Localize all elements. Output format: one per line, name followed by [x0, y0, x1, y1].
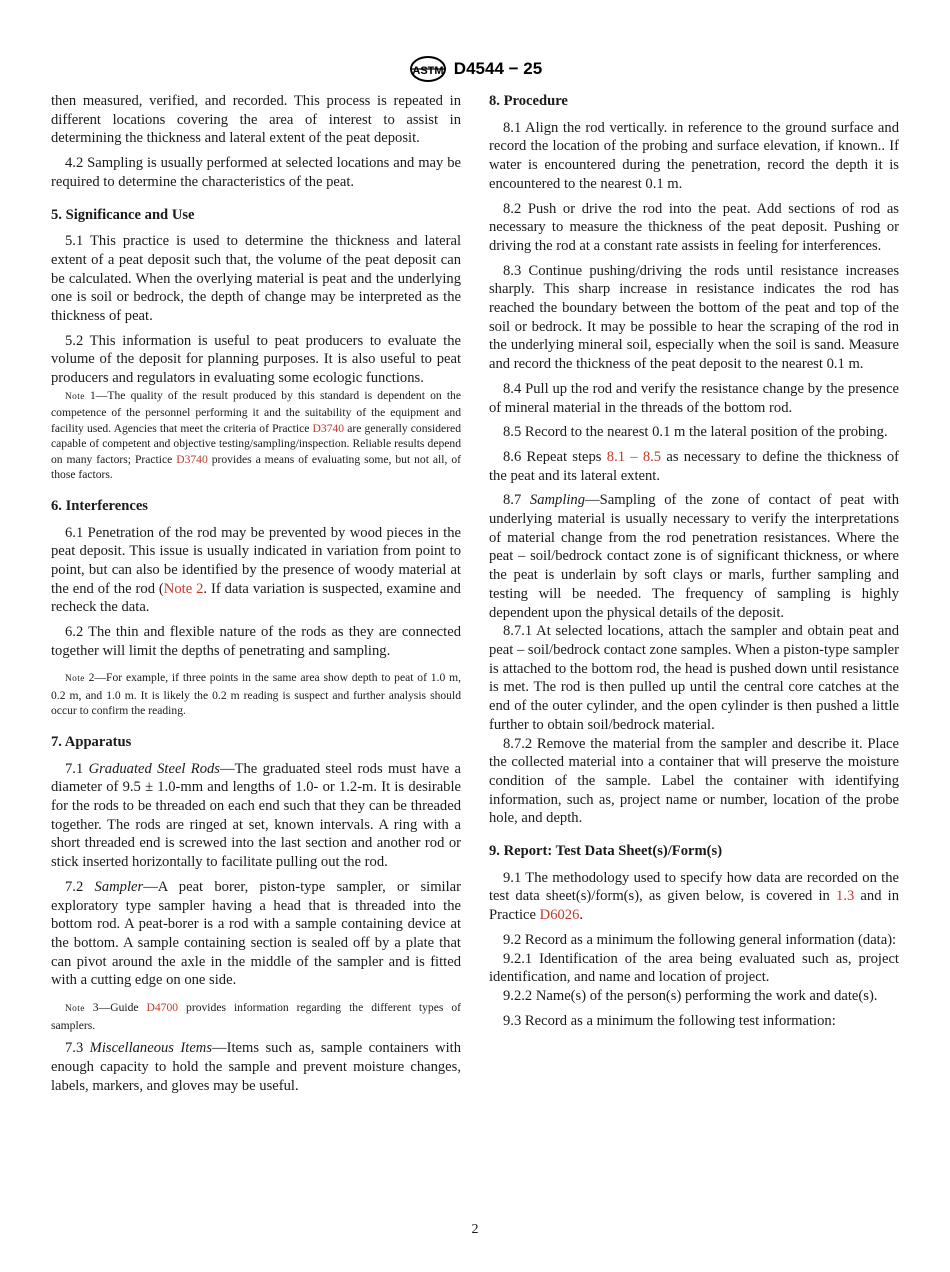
paragraph-6-1: 6.1 Penetration of the rod may be prevented by wood pieces in the peat deposit. This issue is usually indicated in variation from point to point, but can also be identified by the presence of woody material at the end of the rod (Note 2. If data variation is suspected, examine and recheck the data.: [51, 524, 461, 616]
logo-text: ASTM: [412, 65, 444, 77]
paragraph-4-1-continued: then measured, verified, and recorded. This process is repeated in different locations covering the area of interest to assist in determining the thickness and lateral extent of the peat deposit.: [51, 93, 461, 147]
ref-d3740[interactable]: D3740: [176, 452, 208, 466]
paragraph-9-2-1: 9.2.1 Identification of the area being evaluated such as, project identification, and name and location of project.: [489, 950, 899, 986]
ref-d3740[interactable]: D3740: [312, 421, 345, 435]
ref-1-3[interactable]: 1.3: [836, 888, 855, 905]
paragraph-7-3: 7.3 Miscellaneous Items—Items such as, sample containers with enough capacity to hold the sample and prevent moisture changes, labels, markers, and gloves may be useful.: [51, 1040, 461, 1094]
standard-designation: D4544 − 25: [453, 59, 543, 78]
note-3: Note 3—Guide D4700 provides information regarding the different types of samplers.: [51, 1001, 461, 1032]
note-label: Note: [65, 674, 85, 685]
section-5-heading: 5. Significance and Use: [51, 206, 195, 223]
paragraph-8-7: 8.7 Sampling—Sampling of the zone of contact of peat with underlying material is usually necessary to verify the interpretations of material change from the rod penetration resistances. Where the peat – soil/bedrock contact zone is of significant thickness, or where the peat is underlain by soft clays or marls, further sampling and testing will be needed. The frequency of sampling is highly dependent upon the physical details of the deposit.: [489, 492, 899, 621]
ref-steps-8-1-8-5[interactable]: 8.1 – 8.5: [606, 448, 662, 465]
astm-logo-icon: [408, 55, 448, 83]
ref-note-2[interactable]: Note 2: [163, 580, 204, 597]
paragraph-8-5: 8.5 Record to the nearest 0.1 m the lateral position of the probing.: [503, 424, 888, 441]
paragraph-8-4: 8.4 Pull up the rod and verify the resistance change by the presence of mineral material in the threads of the bottom rod.: [489, 380, 899, 416]
paragraph-4-2: 4.2 Sampling is usually performed at selected locations and may be required to determine the characteristics of the peat.: [51, 155, 461, 190]
section-8-heading: 8. Procedure: [489, 93, 568, 109]
page-number: 2: [471, 1222, 479, 1237]
note-label: Note: [65, 1004, 85, 1015]
paragraph-6-2: 6.2 The thin and flexible nature of the rods as they are connected together will limit the depths of penetrating and sampling.: [51, 624, 461, 659]
note-1: Note 1—The quality of the result produced by this standard is dependent on the competence of the personnel performing it and the suitability of the equipment and facility used. Agencies that meet the criteria of Practice D3740 are generally considered capable of competent and objective testing/sampling/inspection. Reliable results depend on many factors; Practice D3740 provides a means of evaluating some, but not all, of those factors.: [51, 388, 461, 482]
paragraph-9-3: 9.3 Record as a minimum the following test information:: [503, 1012, 836, 1029]
section-9-heading: 9. Report: Test Data Sheet(s)/Form(s): [489, 843, 723, 860]
paragraph-8-6: 8.6 Repeat steps 8.1 – 8.5 as necessary to define the thickness of the peat and its lateral extent.: [489, 448, 899, 484]
paragraph-8-2: 8.2 Push or drive the rod into the peat. Add sections of rod as necessary to measure the thickness of the peat deposit. Pushing or driving the rod at a constant rate assists in feeling for interferences.: [489, 200, 899, 254]
page-header: [0, 54, 950, 84]
note-label: Note: [65, 391, 85, 402]
paragraph-8-1: 8.1 Align the rod vertically. in reference to the ground surface and record the location of the probing and surface elevation, if known.. If water is encountered during the penetration, record the depth it is encountered to the nearest 0.1 m.: [489, 119, 899, 192]
paragraph-5-1: 5.1 This practice is used to determine the thickness and lateral extent of a peat deposit such that, the volume of the peat deposit can be calculated. When the overlying material is peat and the underlying one is soil or bedrock, the depth of change may be interpreted as the thickness of peat.: [51, 233, 461, 325]
paragraph-7-1: 7.1 Graduated Steel Rods—The graduated steel rods must have a diameter of 9.5 ± 1.0-mm and lengths of 1.0- or 1.2-m. It is desirable for the rods to be threaded on each end such that they can be threaded together. The rods are ringed at set, known intervals. A ring with a short threaded end is screwed into the last section and another rod or stick inserted horizontally to facilitate pulling out the rod.: [51, 760, 461, 871]
left-column: [51, 92, 461, 1101]
right-column: [489, 92, 899, 1036]
paragraph-8-3: 8.3 Continue pushing/driving the rods until resistance increases sharply. This sharp increase in resistance indicates the rod has reached the boundary between the bottom of the peat and top of the soil or bedrock. It may be possible to hear the scraping of the rod in the underlying mineral soil, especially when the soil is sand. Measure and record the thickness of the peat deposit to the nearest 0.1 m.: [489, 262, 899, 373]
paragraph-9-2: 9.2 Record as a minimum the following general information (data):: [503, 931, 897, 948]
section-6-heading: 6. Interferences: [51, 497, 148, 514]
paragraph-9-1: 9.1 The methodology used to specify how data are recorded on the test data sheet(s)/form(s), as given below, is covered in 1.3 and in Practice D6026.: [489, 869, 899, 924]
paragraph-8-7-1: 8.7.1 At selected locations, attach the sampler and obtain peat and peat – soil/bedrock contact zone samples. When a piston-type sampler is attached to the bottom rod, the head is pushed down until resistance is met. The rod is then pulled up until the central core catches at the end of the outer cylinder, and the open cylinder is then pushed a little further to obtain soil/bedrock material.: [489, 623, 899, 733]
paragraph-5-2: 5.2 This information is useful to peat producers to evaluate the volume of the deposit for planning purposes. It is also useful to peat producers and regulators in evaluating some ecologic functions.: [51, 332, 461, 387]
ref-d4700[interactable]: D4700: [146, 1001, 179, 1015]
section-7-heading: 7. Apparatus: [51, 733, 132, 750]
paragraph-9-2-2: 9.2.2 Name(s) of the person(s) performing the work and date(s).: [503, 987, 878, 1004]
paragraph-8-7-2: 8.7.2 Remove the material from the sampler and describe it. Place the collected material into a container that will preserve the moisture condition of the sample. Label the container with identifying information, such as, project name or number, location of the probe hole, and depth.: [489, 735, 899, 827]
ref-d6026[interactable]: D6026: [539, 907, 580, 924]
note-2: Note 2—For example, if three points in the same area show depth to peat of 1.0 m, 0.2 m, and 1.0 m. It is likely the 0.2 m reading is suspect and further analysis should occur to confirm the reading.: [51, 671, 461, 718]
paragraph-7-2: 7.2 Sampler—A peat borer, piston-type sampler, or similar exploratory type sampler having a head that is threaded into the bottom rod. A peat-borer is a rod with a sample containing device at the bottom. A sample containing section is sealed off by a plate that can pivot around the axle in the middle of the sampler and is fitted with a cutting edge on one side.: [51, 878, 461, 989]
